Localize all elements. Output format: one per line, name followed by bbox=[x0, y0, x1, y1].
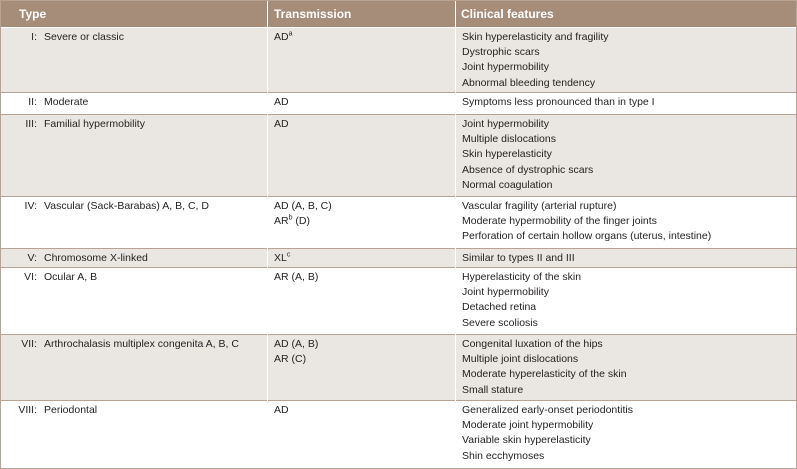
table-row bbox=[1, 115, 796, 196]
type-name: Vascular (Sack-Barabas) A, B, C, D bbox=[44, 200, 209, 212]
table-row bbox=[1, 28, 796, 92]
table-row bbox=[1, 249, 796, 267]
transmission-value: AR (A, B) bbox=[274, 271, 319, 283]
transmission-cell bbox=[274, 95, 289, 110]
table-row bbox=[1, 268, 796, 334]
clinical-feature: Symptoms less pronounced than in type I bbox=[462, 96, 655, 108]
type-name: Familial hypermobility bbox=[44, 118, 145, 130]
clinical-features-cell bbox=[462, 199, 711, 245]
transmission-value: AD bbox=[274, 118, 289, 130]
type-number: I: bbox=[31, 31, 37, 43]
column-divider bbox=[455, 1, 456, 468]
type-name: Ocular A, B bbox=[44, 271, 98, 283]
clinical-feature: Similar to types II and III bbox=[462, 252, 575, 264]
clinical-feature: Multiple joint dislocations bbox=[462, 353, 579, 366]
type-name: Arthrochalasis multiplex congenita A, B, C bbox=[44, 338, 239, 350]
table-row bbox=[1, 197, 796, 248]
type-number: IV: bbox=[24, 200, 37, 212]
type-number: V: bbox=[27, 252, 37, 264]
clinical-feature: Perforation of certain hollow organs (uterus, intestine) bbox=[462, 230, 712, 243]
clinical-feature: Generalized early-onset periodontitis bbox=[462, 404, 634, 416]
table-row bbox=[1, 401, 796, 468]
clinical-features-cell bbox=[462, 117, 593, 193]
type-name: Periodontal bbox=[44, 404, 98, 416]
transmission-value: $AD^a$ bbox=[274, 30, 293, 43]
transmission-cell bbox=[274, 270, 318, 285]
transmission-value: AD (A, B) bbox=[274, 338, 319, 350]
clinical-feature: Congenital luxation of the hips bbox=[462, 338, 603, 350]
clinical-feature: Dystrophic scars bbox=[462, 46, 540, 59]
table-row bbox=[1, 93, 796, 114]
transmission-value: $XL^c$ bbox=[274, 251, 291, 264]
header-transmission: Transmission bbox=[274, 7, 352, 21]
clinical-feature: Abnormal bleeding tendency bbox=[462, 76, 596, 89]
transmission-cell bbox=[274, 30, 293, 45]
clinical-feature: Moderate hypermobility of the finger joints bbox=[462, 215, 657, 228]
clinical-feature: Vascular fragility (arterial rupture) bbox=[462, 200, 617, 212]
column-divider bbox=[267, 1, 268, 468]
clinical-features-cell bbox=[462, 403, 633, 464]
transmission-value: AR (C) bbox=[274, 353, 307, 366]
clinical-feature: Normal coagulation bbox=[462, 178, 553, 191]
clinical-feature: Hyperelasticity of the skin bbox=[462, 271, 582, 283]
clinical-feature: Severe scoliosis bbox=[462, 316, 538, 329]
type-number: III: bbox=[25, 118, 37, 130]
type-name: Severe or classic bbox=[44, 31, 124, 43]
table-header bbox=[1, 1, 796, 27]
transmission-cell bbox=[274, 403, 289, 418]
clinical-feature: Moderate joint hypermobility bbox=[462, 419, 594, 432]
footnote-marker: a bbox=[288, 30, 293, 38]
type-number: VIII: bbox=[18, 404, 37, 416]
transmission-cell bbox=[274, 117, 289, 132]
clinical-feature: Skin hyperelasticity and fragility bbox=[462, 31, 609, 43]
transmission-value: AD bbox=[274, 96, 289, 108]
clinical-feature: Joint hypermobility bbox=[462, 61, 549, 74]
clinical-features-cell bbox=[462, 30, 608, 91]
clinical-feature: Joint hypermobility bbox=[462, 118, 549, 130]
transmission-value: AD (A, B, C) bbox=[274, 200, 332, 212]
type-number: VII: bbox=[21, 338, 37, 350]
type-name: Chromosome X-linked bbox=[44, 252, 148, 264]
clinical-feature: Skin hyperelasticity bbox=[462, 148, 552, 161]
transmission-value: AD bbox=[274, 404, 289, 416]
table-row bbox=[1, 335, 796, 400]
footnote-marker: b bbox=[288, 214, 293, 222]
clinical-feature: Detached retina bbox=[462, 301, 537, 314]
clinical-feature: Small stature bbox=[462, 383, 524, 396]
clinical-feature: Joint hypermobility bbox=[462, 286, 549, 299]
type-name: Moderate bbox=[44, 96, 89, 108]
header-clinical-features: Clinical features bbox=[461, 7, 554, 21]
clinical-feature: Moderate hyperelasticity of the skin bbox=[462, 368, 627, 381]
type-number: VI: bbox=[24, 271, 37, 283]
clinical-features-cell bbox=[462, 337, 627, 398]
clinical-features-cell bbox=[462, 251, 575, 266]
clinical-feature: Absence of dystrophic scars bbox=[462, 163, 594, 176]
clinical-feature: Variable skin hyperelasticity bbox=[462, 434, 591, 447]
clinical-features-cell bbox=[462, 95, 655, 110]
transmission-cell bbox=[274, 199, 332, 229]
clinical-features-cell bbox=[462, 270, 581, 331]
footnote-marker: c bbox=[286, 251, 291, 259]
transmission-value: $AR^b$ (D) bbox=[274, 214, 310, 228]
clinical-feature: Multiple dislocations bbox=[462, 133, 556, 146]
clinical-feature: Shin ecchymoses bbox=[462, 449, 545, 462]
transmission-cell bbox=[274, 251, 290, 266]
transmission-cell bbox=[274, 337, 318, 367]
type-number: II: bbox=[28, 96, 37, 108]
header-type: Type bbox=[19, 7, 47, 21]
